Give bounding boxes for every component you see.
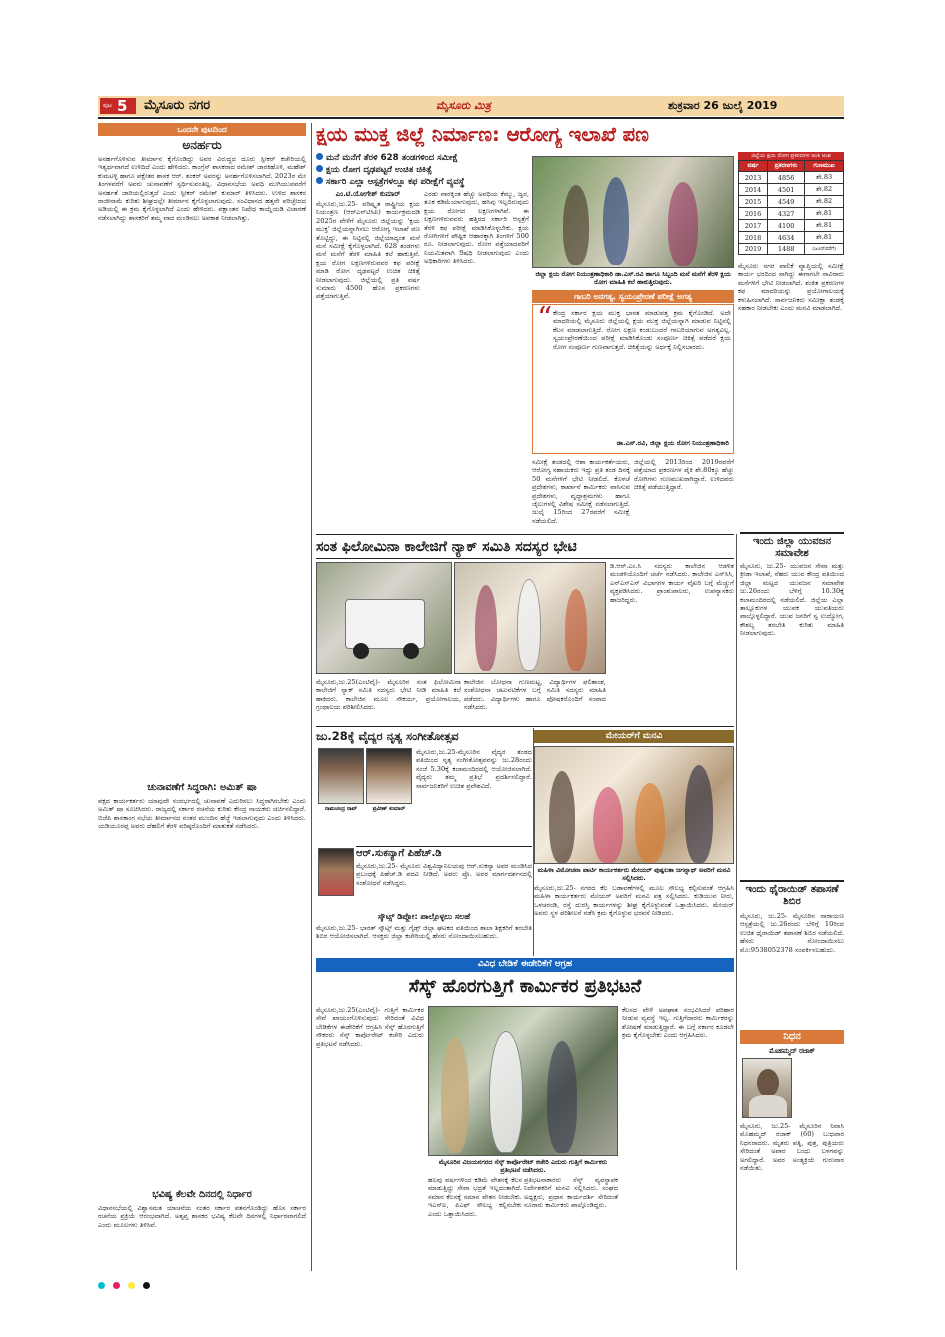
paper-name: ಮೈಸೂರು ಮಿತ್ರ xyxy=(436,99,491,112)
black-mark-icon xyxy=(143,1282,150,1289)
photo-person xyxy=(441,1037,469,1153)
thyroid-body: ಮೈಸೂರು, ಜು.25- ಮೈಸೂರಿನ ನಾರಾಯಣ ಆಸ್ಪತ್ರೆಯಲ್ಲಿ ಜು.26ರಂದು ಬೆಳಿಗ್ಗೆ 10ರಿಂದ ಉಚಿತ ಥೈರಾಯಿಡ್ ತಪಾಸಣೆ ಶಿಬಿರ ನಡೆಯಲಿದೆ. ಹೆಸರು ನೋಂದಾಯಿಸಲು ಮೊ:9538052378 ಸಂಪರ್ಕಿಸಬಹುದು. xyxy=(740,912,844,954)
table-row: 2013 4856 ಶೇ.83 xyxy=(739,172,844,184)
mayor-headline: ಮೇಯರ್‌ಗೆ ಮನವಿ xyxy=(534,730,734,743)
cesc-kicker: ವಿವಿಧ ಬೇಡಿಕೆ ಈಡೇರಿಕೆಗೆ ಆಗ್ರಹ xyxy=(316,958,734,972)
music-name-2: ಪ್ರವೀಣ್ ಕುಮಾರ್ xyxy=(372,806,406,812)
obituary-body: ಮೈಸೂರು, ಜು.25- ಮೈಸೂರಿನ ನಿವಾಸಿ ಮೊಹಮ್ಮದ್ ರಜಾಕ್ (60) ಬುಧವಾರ ನಿಧನರಾದರು. ಮೃತರು ಪತ್ನಿ, ಪುತ್ರ, ಪುತ್ರಿಯರು ಸೇರಿದಂತೆ ಅಪಾರ ಬಂಧು ಬಳಗವನ್ನು ಅಗಲಿದ್ದಾರೆ. ಅವರ ಅಂತ್ಯಕ್ರಿಯೆ ಗುರುವಾರ ನಡೆಯಿತು. xyxy=(740,1122,844,1173)
naac-body-c: ಡಿ.ಆರ್.ಎಂ.ಸಿ ಸದಸ್ಯರು ಕಾಲೇಜಿನ ಆಡಳಿತ ಮಂಡಳಿಯೊಂದಿಗೆ ಚರ್ಚೆ ನಡೆಸಿದರು. ಕಾಲೇಜಿನ ಎನ್‌ಸಿಸಿ, ಎನ್‌ಎಸ್‌ಎಸ್ ವಿಭಾಗಗಳ ಕಾರ್ಯ ವೈಖರಿ ಬಗ್ಗೆ ಮೆಚ್ಚುಗೆ ವ್ಯಕ್ತಪಡಿಸಿದರು. ಪ್ರಾಂಶುಪಾಲರು, ಉಪನ್ಯಾಸಕರು ಹಾಜರಿದ್ದರು. xyxy=(610,562,734,604)
quote-header: ಗಾಬರಿ ಅನಗತ್ಯ, ಸ್ವಯಂಪ್ರೇರಣೆ ಪರೀಕ್ಷೆ ಅಗತ್ಯ xyxy=(532,290,734,303)
jeep-wheel xyxy=(353,643,369,659)
left-subhead: ಚುನಾವಣೆಗೆ ಸಿದ್ಧರಾಗಿ: ಅಮಿತ್ ಷಾ xyxy=(147,782,257,793)
jeep-vehicle xyxy=(345,599,425,649)
col-divider-right xyxy=(736,534,737,724)
lead-bullets xyxy=(316,152,530,188)
masthead-rule xyxy=(98,117,844,119)
photo-person xyxy=(593,787,623,863)
scouts-subhead: ಸ್ಕೌಟ್ಸ್ ಡಿಪ್ಲೋ: ಪಾಲ್ಗೊಳ್ಳಲು ಸಲಹೆ xyxy=(377,912,471,921)
convention-body: ಮೈಸೂರು, ಜು.25- ಯುವಜನ ಸೇವಾ ಮತ್ತು ಕ್ರೀಡಾ ಇಲಾಖೆ, ನೆಹರು ಯುವ ಕೇಂದ್ರ ವತಿಯಿಂದ ಜಿಲ್ಲಾ ಮಟ್ಟದ ಯುವಜನ ಸಮಾವೇಶ ಜು.26ರಂದು ಬೆಳಿಗ್ಗೆ 10.30ಕ್ಕೆ ಕಲಾಮಂದಿರದಲ್ಲಿ ನಡೆಯಲಿದೆ. ಜಿಲ್ಲೆಯ ಎಲ್ಲಾ ತಾಲ್ಲೂಕುಗಳ ಯುವಕ ಯುವತಿಯರು ಪಾಲ್ಗೊಳ್ಳಲಿದ್ದಾರೆ. ಯುವ ಜನರಿಗೆ ಸ್ವ ಉದ್ಯೋಗ, ಕೌಶಲ್ಯ ತರಬೇತಿ ಕುರಿತು ಮಾಹಿತಿ ನೀಡಲಾಗುವುದು. xyxy=(740,562,844,638)
portrait-body xyxy=(749,1095,787,1118)
lead-body-d: ಜಿಲ್ಲೆಯಲ್ಲಿ 2013ರಿಂದ 2019ರವರೆಗೆ ಪತ್ತೆಯಾದ ಪ್ರಕರಣಗಳ ಪೈಕಿ ಶೇ.80ಕ್ಕೂ ಹೆಚ್ಚು ರೋಗಿಗಳು ಗುಣಮುಖರಾಗಿದ್ದಾರೆ. ಉಳಿದವರು ಚಿಕಿತ್ಸೆ ಪಡೆಯುತ್ತಿದ್ದಾರೆ. xyxy=(634,458,734,492)
obituary-head: ನಿಧನ xyxy=(740,1030,844,1044)
cesc-body-d: ಕೆಲಸದ ವೇಳೆ ಅಪಘಾತ ಸಂಭವಿಸಿದರೆ ಪರಿಹಾರ ನೀಡುವ ವ್ಯವಸ್ಥೆ ಇಲ್ಲ. ಗುತ್ತಿಗೆದಾರರು ಕಾರ್ಮಿಕರನ್ನು ಶೋಷಣೆ ಮಾಡುತ್ತಿದ್ದಾರೆ. ಈ ಬಗ್ಗೆ ಸರ್ಕಾರ ಕೂಡಲೇ ಕ್ರಮ ಕೈಗೊಳ್ಳಬೇಕು ಎಂದು ಆಗ್ರಹಿಸಿದರು. xyxy=(622,1006,734,1040)
music-body: ಮೈಸೂರು,ಜು.25-ಮೈಸೂರಿನ ವೈದ್ಯರ ತಂಡದ ವತಿಯಿಂದ ನೃತ್ಯ ಸಂಗೀತೋತ್ಸವವನ್ನು ಜು.28ರಂದು ಸಂಜೆ 5.30ಕ್ಕೆ ಕಲಾಮಂದಿರದಲ್ಲಿ ಆಯೋಜಿಸಲಾಗಿದೆ. ವೈದ್ಯರು ತಮ್ಮ ಪ್ರತಿಭೆ ಪ್ರದರ್ಶಿಸಲಿದ್ದಾರೆ. ಸಾರ್ವಜನಿಕರಿಗೆ ಉಚಿತ ಪ್ರವೇಶವಿದೆ. xyxy=(416,748,532,790)
bullet-dot-icon xyxy=(316,153,323,160)
photo-person xyxy=(685,765,713,863)
phd-photo xyxy=(318,848,354,896)
section-rule-1 xyxy=(316,534,734,535)
photo-person xyxy=(668,182,698,266)
section-name: ಮೈಸೂರು ನಗರ xyxy=(144,98,211,113)
jeep-wheel xyxy=(403,643,419,659)
obituary-name: ಮೊಹಮ್ಮದ್ ರಜಾಕ್ xyxy=(769,1047,815,1055)
cesc-photo xyxy=(428,1006,618,1156)
photo-person xyxy=(563,185,589,265)
quote-author: ಡಾ.ಎಸ್.ರವಿ, ಜಿಲ್ಲಾ ಕ್ಷಯ ರೋಗ ನಿಯಂತ್ರಣಾಧಿಕಾರಿ xyxy=(616,439,729,447)
left-body-2: ಪಕ್ಷದ ಕಾರ್ಯಕರ್ತರು ಯಾವುದೇ ಸಂದರ್ಭದಲ್ಲಿ ಚುನಾವಣೆ ಎದುರಿಸಲು ಸಿದ್ಧರಾಗಿರಬೇಕು ಎಂದು ಅಮಿತ್ ಷಾ ಸೂಚಿಸಿದರು. ರಾಜ್ಯದಲ್ಲಿ ಸರ್ಕಾರ ರಚನೆಯ ಕುರಿತು ಕೇಂದ್ರ ನಾಯಕರು ಚರ್ಚಿಸಲಿದ್ದಾರೆ. ಬಿಜೆಪಿ ಶಾಸಕಾಂಗ ಸಭೆಯ ತೀರ್ಮಾನದ ನಂತರ ಮುಂದಿನ ಹೆಜ್ಜೆ ಇಡಲಾಗುವುದು ಎಂದು ತಿಳಿಸಿದರು. ಯಡಿಯೂರಪ್ಪ ಅವರು ದೆಹಲಿಗೆ ತೆರಳಿ ವರಿಷ್ಠರೊಂದಿಗೆ ಮಾತುಕತೆ ನಡೆಸಿದರು. xyxy=(98,797,306,831)
section-rule-2 xyxy=(316,726,734,727)
lead-bullet-1: ಮನೆ ಮನೆಗೆ ತೆರಳಿ 628 ತಂಡಗಳಿಂದ ಸಮೀಕ್ಷೆ xyxy=(316,152,530,164)
table-header: ವರ್ಷ xyxy=(739,161,768,172)
obituary-photo xyxy=(742,1058,792,1118)
photo-person xyxy=(565,589,587,671)
left-subhead-2: ಭವಿಷ್ಯ ಕೆಲವೇ ದಿನದಲ್ಲಿ ನಿರ್ಧಾರ xyxy=(152,1189,252,1200)
quote-mark-icon: “ xyxy=(537,301,553,336)
table-row: 2018 4634 ಶೇ.81 xyxy=(739,232,844,244)
table-row: 2017 4100 ಶೇ.81 xyxy=(739,220,844,232)
naac-body-a: ಮೈಸೂರು,ಜು.25(ಎಂಟಿವೈ)- ಮೈಸೂರಿನ ಸಂತ ಫಿಲೋಮಿನಾ ಕಾಲೇಜಿಗೆ ನ್ಯಾಕ್ ಸಮಿತಿ ಸದಸ್ಯರು ಭೇಟಿ ನೀಡಿ ಮಾಹಿತಿ ಕಲೆ ಹಾಕಿದರು. ಕಾಲೇಜಿನ ಮೂಲ ಸೌಕರ್ಯ, ಪ್ರಯೋಗಾಲಯ, ಗ್ರಂಥಾಲಯ ಪರಿಶೀಲಿಸಿದರು. xyxy=(316,678,461,712)
cesc-body-c: ಪ್ರತಿಭಟನಾಕಾರರು ಸೆಸ್ಕ್ ವ್ಯವಸ್ಥಾಪಕ ನಿರ್ದೇಶಕರಿಗೆ ಮನವಿ ಸಲ್ಲಿಸಿದರು. ಸಂಘದ ಅಧ್ಯಕ್ಷರು, ಪ್ರಧಾನ ಕಾರ್ಯದರ್ಶಿ ಸೇರಿದಂತೆ ನೂರಾರು ಕಾರ್ಮಿಕರು ಪಾಲ್ಗೊಂಡಿದ್ದರು. xyxy=(524,1176,618,1210)
naac-photo-1 xyxy=(316,562,452,674)
mayor-photo-caption: ಮಹಿಳಾ ವಿಮೋಚನಾ ಪಾರ್ಟಿ ಕಾರ್ಯಕರ್ತರು ಮೇಯರ್ ಪುಷ್ಪಲತಾ ಜಗನ್ನಾಥ್ ಅವರಿಗೆ ಮನವಿ ಸಲ್ಲಿಸಿದರು. xyxy=(537,866,731,882)
photo-person xyxy=(517,579,541,671)
page-label: ಪುಟ xyxy=(103,102,112,109)
left-body-3: ವಿಧಾನಸಭೆಯಲ್ಲಿ ವಿಶ್ವಾಸಮತ ಯಾಚನೆಯ ನಂತರ ಸರ್ಕಾರ ಪತನಗೊಂಡಿದ್ದು ಹೊಸ ಸರ್ಕಾರ ರಚನೆಯ ಪ್ರಕ್ರಿಯೆ ಆರಂಭವಾಗಿದೆ. ಅತೃಪ್ತ ಶಾಸಕರ ಭವಿಷ್ಯ ಕೆಲವೇ ದಿನಗಳಲ್ಲಿ ನಿರ್ಧಾರವಾಗಲಿದೆ ಎಂದು ಮೂಲಗಳು ತಿಳಿಸಿವೆ. xyxy=(98,1204,306,1229)
photo-person xyxy=(475,585,497,671)
issue-date: ಶುಕ್ರವಾರ 26 ಜುಲೈ 2019 xyxy=(668,99,778,112)
tb-table-title: ಜಿಲ್ಲೆಯ ಕ್ಷಯ ರೋಗ ಪ್ರಕರಣಗಳ ಅಂಕಿ ಅಂಶ xyxy=(738,152,844,160)
col-divider-1 xyxy=(311,123,312,1271)
tb-stats-table xyxy=(738,160,844,255)
cesc-headline: ಸೆಸ್ಕ್ ಹೊರಗುತ್ತಿಗೆ ಕಾರ್ಮಿಕರ ಪ್ರತಿಭಟನೆ xyxy=(408,976,642,997)
naac-headline: ಸಂತ ಫಿಲೋಮಿನಾ ಕಾಲೇಜಿಗೆ ನ್ಯಾಕ್ ಸಮಿತಿ ಸದಸ್ಯರ ಭೇಟಿ xyxy=(316,536,734,559)
cesc-body-a: ಮೈಸೂರು,ಜು.25(ಎಂಟಿವೈ)- ಗುತ್ತಿಗೆ ಕಾರ್ಮಿಕರ ಸೇವೆ ಖಾಯಂಗೊಳಿಸುವುದು ಸೇರಿದಂತೆ ವಿವಿಧ ಬೇಡಿಕೆಗಳ ಈಡೇರಿಕೆಗೆ ಆಗ್ರಹಿಸಿ ಸೆಸ್ಕ್ ಹೊರಗುತ್ತಿಗೆ ನೌಕರರು ಸೆಸ್ಕ್ ಕಾರ್ಪೊರೇಟ್ ಕಚೇರಿ ಎದುರು ಪ್ರತಿಭಟನೆ ನಡೆಸಿದರು. xyxy=(316,1006,424,1048)
scouts-body: ಮೈಸೂರು,ಜು.25- ಭಾರತ್ ಸ್ಕೌಟ್ಸ್ ಮತ್ತು ಗೈಡ್ಸ್ ಜಿಲ್ಲಾ ಘಟಕದ ವತಿಯಿಂದ ಶಾಲಾ ಶಿಕ್ಷಕರಿಗೆ ತರಬೇತಿ ಶಿಬಿರ ಆಯೋಜಿಸಲಾಗಿದೆ. ಆಸಕ್ತರು ಜಿಲ್ಲಾ ಕಚೇರಿಯಲ್ಲಿ ಹೆಸರು ನೋಂದಾಯಿಸಬಹುದು. xyxy=(316,924,532,941)
left-headline: ಅನರ್ಹರು xyxy=(182,138,222,152)
table-row: 2014 4501 ಶೇ.82 xyxy=(739,184,844,196)
lead-bullet-3: ಸರ್ಕಾರಿ ಎಲ್ಲಾ ಆಸ್ಪತ್ರೆಗಳಲ್ಲೂ ಕಫ ಪರೀಕ್ಷೆಗೆ ವ್ಯವಸ್ಥೆ xyxy=(316,176,530,188)
lead-photo-caption: ಜಿಲ್ಲಾ ಕ್ಷಯ ರೋಗ ನಿಯಂತ್ರಣಾಧಿಕಾರಿ ಡಾ.ಎಸ್.ರವಿ ಹಾಗೂ ಸಿಬ್ಬಂದಿ ಮನೆ ಮನೆಗೆ ತೆರಳಿ ಕ್ಷಯ ರೋಗ ಮಾಹಿತಿ ಕಲೆ ಹಾಕುತ್ತಿರುವುದು. xyxy=(535,270,731,286)
bullet-dot-icon xyxy=(316,165,323,172)
lead-body-b: ಎರಡು ವಾರಕ್ಕಿಂತ ಹೆಚ್ಚು ಅವಧಿಯ ಕೆಮ್ಮು, ಜ್ವರ, ತೂಕ ಕಡಿಮೆಯಾಗುವುದು, ಹಸಿವು ಇಲ್ಲದಿರುವುದು ಕ್ಷಯ ರೋಗದ ಲಕ್ಷಣಗಳಾಗಿವೆ. ಈ ಲಕ್ಷಣಗಳಿರುವವರು ಹತ್ತಿರದ ಸರ್ಕಾರಿ ಆಸ್ಪತ್ರೆಗೆ ತೆರಳಿ ಕಫ ಪರೀಕ್ಷೆ ಮಾಡಿಸಿಕೊಳ್ಳಬೇಕು. ಕ್ಷಯ ರೋಗಿಗಳಿಗೆ ಪೌಷ್ಟಿಕ ಆಹಾರಕ್ಕಾಗಿ ತಿಂಗಳಿಗೆ 500 ರೂ. ನೀಡಲಾಗುವುದು. ರೋಗ ಪತ್ತೆಯಾದವರಿಗೆ ನಿಯಮಿತವಾಗಿ ಔಷಧಿ ನೀಡಲಾಗುವುದು ಎಂದು ಅಧಿಕಾರಿಗಳು ತಿಳಿಸಿದರು. xyxy=(424,190,529,266)
registration-marks xyxy=(98,1274,844,1284)
table-header: ಪ್ರಕರಣಗಳು xyxy=(767,161,804,172)
lead-byline: ಎಂ.ಟಿ.ಯೋಗೇಶ್ ಕುಮಾರ್ xyxy=(335,190,401,198)
convention-headline: ಇಂದು ಜಿಲ್ಲಾ ಯುವಜನ ಸಮಾವೇಶ xyxy=(740,532,844,560)
right-col-body: ಮೈಸೂರು ನಗರ ಪಾಲಿಕೆ ವ್ಯಾಪ್ತಿಯಲ್ಲಿ ಸಮೀಕ್ಷೆ ಕಾರ್ಯ ಭರದಿಂದ ಸಾಗಿದ್ದು ಈಗಾಗಲೇ ಸಾವಿರಾರು ಮನೆಗಳಿಗೆ ಭೇಟಿ ನೀಡಲಾಗಿದೆ. ಶಂಕಿತ ಪ್ರಕರಣಗಳ ಕಫ ಮಾದರಿಯನ್ನು ಪ್ರಯೋಗಾಲಯಕ್ಕೆ ಕಳುಹಿಸಲಾಗಿದೆ. ಸಾರ್ವಜನಿಕರು ಸಮೀಕ್ಷಾ ತಂಡಕ್ಕೆ ಸಹಕಾರ ನೀಡಬೇಕು ಎಂದು ಮನವಿ ಮಾಡಲಾಗಿದೆ. xyxy=(738,262,844,313)
lead-body-a: ಮೈಸೂರು,ಜು.25- ಪರಿಷ್ಕೃತ ರಾಷ್ಟ್ರೀಯ ಕ್ಷಯ ನಿಯಂತ್ರಣ (ಆರ್‌ಎನ್‌ಟಿಸಿಪಿ) ಕಾರ್ಯಕ್ರಮದಡಿ 2025ರ ವೇಳೆಗೆ ಮೈಸೂರು ಜಿಲ್ಲೆಯನ್ನು 'ಕ್ಷಯ ಮುಕ್ತ' ಜಿಲ್ಲೆಯನ್ನಾಗಿಸಲು ಆರೋಗ್ಯ ಇಲಾಖೆ ಪಣ ತೊಟ್ಟಿದ್ದು, ಈ ನಿಟ್ಟಿನಲ್ಲಿ ಜಿಲ್ಲೆಯಾದ್ಯಂತ ಮನೆ ಮನೆ ಸಮೀಕ್ಷೆ ಕೈಗೊಳ್ಳಲಾಗಿದೆ. 628 ತಂಡಗಳು ಮನೆ ಮನೆಗೆ ತೆರಳಿ ಮಾಹಿತಿ ಕಲೆ ಹಾಕುತ್ತಿವೆ. ಕ್ಷಯ ರೋಗ ಲಕ್ಷಣಗಳಿರುವವರ ಕಫ ಪರೀಕ್ಷೆ ಮಾಡಿ ರೋಗ ದೃಢಪಟ್ಟರೆ ಉಚಿತ ಚಿಕಿತ್ಸೆ ನೀಡಲಾಗುವುದು. ಜಿಲ್ಲೆಯಲ್ಲಿ ಪ್ರತಿ ವರ್ಷ ಸುಮಾರು 4500 ಹೊಸ ಪ್ರಕರಣಗಳು ಪತ್ತೆಯಾಗುತ್ತಿವೆ. xyxy=(316,200,420,301)
lead-photo xyxy=(532,156,734,268)
left-kicker: ಒಂದನೇ ಪುಟದಿಂದ xyxy=(98,123,306,136)
photo-person xyxy=(635,783,665,863)
phd-body: ಮೈಸೂರು,ಜು.25- ಮೈಸೂರು ವಿಶ್ವವಿದ್ಯಾನಿಲಯವು ಆರ್.ಸುಕನ್ಯಾ ಅವರ ಮಂಡಿಸಿದ ಪ್ರಬಂಧಕ್ಕೆ ಪಿಹೆಚ್.ಡಿ ಪದವಿ ನೀಡಿದೆ. ಅವರು ಪ್ರೊ. ಅವರ ಮಾರ್ಗದರ್ಶನದಲ್ಲಿ ಸಂಶೋಧನೆ ನಡೆಸಿದ್ದರು. xyxy=(356,862,532,887)
photo-person xyxy=(549,771,575,863)
lead-bullet-2: ಕ್ಷಯ ರೋಗ ದೃಢಪಟ್ಟರೆ ಉಚಿತ ಚಿಕಿತ್ಸೆ xyxy=(316,164,530,176)
table-row: 2016 4327 ಶೇ.81 xyxy=(739,208,844,220)
table-row: 2019 1488 (ಜೂನ್‌ವರೆಗೆ) xyxy=(739,244,844,255)
page-number-box xyxy=(100,98,136,114)
cesc-body-b: ಹಲವು ವರ್ಷಗಳಿಂದ ಕಡಿಮೆ ವೇತನಕ್ಕೆ ಕೆಲಸ ಮಾಡುತ್ತಿದ್ದು ಸೇವಾ ಭದ್ರತೆ ಇಲ್ಲದಂತಾಗಿದೆ. ಸಮಾನ ಕೆಲಸಕ್ಕೆ ಸಮಾನ ವೇತನ ನೀಡಬೇಕು. ಇಎಸ್‌ಐ, ಪಿಎಫ್ ಸೌಲಭ್ಯ ಕಲ್ಪಿಸಬೇಕು ಎಂದು ಒತ್ತಾಯಿಸಿದರು. xyxy=(428,1176,522,1218)
masthead xyxy=(98,96,844,116)
lead-body-c: ಸಮೀಕ್ಷೆ ತಂಡದಲ್ಲಿ ಆಶಾ ಕಾರ್ಯಕರ್ತೆಯರು, ಆರೋಗ್ಯ ಸಹಾಯಕರು ಇದ್ದು ಪ್ರತಿ ತಂಡ ದಿನಕ್ಕೆ 50 ಮನೆಗಳಿಗೆ ಭೇಟಿ ನೀಡಲಿದೆ. ಕೊಳಚೆ ಪ್ರದೇಶಗಳು, ಕಾರ್ಖಾನೆ ಕಾರ್ಮಿಕರು ವಾಸಿಸುವ ಪ್ರದೇಶಗಳು, ವೃದ್ಧಾಶ್ರಮಗಳು ಹಾಗೂ ಜೈಲುಗಳಲ್ಲಿ ವಿಶೇಷ ಸಮೀಕ್ಷೆ ನಡೆಸಲಾಗುತ್ತಿದೆ. ಜುಲೈ 15ರಿಂದ 27ರವರೆಗೆ ಸಮೀಕ್ಷೆ ನಡೆಯಲಿದೆ. xyxy=(532,458,630,525)
tb-stats-box xyxy=(738,152,844,258)
table-header: ಗುಣಮುಖ xyxy=(805,161,844,172)
music-photo-2 xyxy=(366,748,412,804)
bullet-dot-icon xyxy=(316,177,323,184)
cyan-mark-icon xyxy=(98,1282,105,1289)
left-body-1: ಅನರ್ಹಗೊಳಿಸುವ ತೀರ್ಮಾನ ಕೈಗೊಂಡಿದ್ದು ಅವರ ವಿರುದ್ಧದ ದೂರು ಸ್ಪೀಕರ್ ಕಚೇರಿಯಲ್ಲಿ ಇತ್ಯರ್ಥವಾಗದೆ ಉಳಿದಿದೆ ಎಂದು ಹೇಳಿದರು. ಕಾಂಗ್ರೆಸ್ ಶಾಸಕರಾದ ರಮೇಶ್ ಜಾರಕಿಹೊಳಿ, ಮಹೇಶ್ ಕುಮಟಳ್ಳಿ ಹಾಗೂ ಪಕ್ಷೇತರ ಶಾಸಕ ಆರ್. ಶಂಕರ್ ಅವರನ್ನು ಅನರ್ಹಗೊಳಿಸಲಾಗಿದೆ. 2023ರ ಮೇ ತಿಂಗಳವರೆಗೆ ಅವರು ಚುನಾವಣೆಗೆ ಸ್ಪರ್ಧಿಸುವಂತಿಲ್ಲ. ವಿಧಾನಸಭೆಯ ಅವಧಿ ಮುಗಿಯುವವರೆಗೆ ಅನರ್ಹತೆ ಜಾರಿಯಲ್ಲಿರುತ್ತದೆ ಎಂದು ಸ್ಪೀಕರ್ ರಮೇಶ್ ಕುಮಾರ್ ತಿಳಿಸಿದರು. ಉಳಿದ ಶಾಸಕರ ರಾಜೀನಾಮೆ ಕುರಿತು ಶೀಘ್ರದಲ್ಲೇ ತೀರ್ಮಾನ ಕೈಗೊಳ್ಳಲಾಗುವುದು. ಸಂವಿಧಾನದ ಹತ್ತನೇ ಪರಿಚ್ಛೇದದ ಅಡಿಯಲ್ಲಿ ಈ ಕ್ರಮ ಕೈಗೊಳ್ಳಲಾಗಿದೆ ಎಂದು ಹೇಳಿದರು. ಪಕ್ಷಾಂತರ ನಿಷೇಧ ಕಾಯ್ದೆಯಡಿ ವಿಚಾರಣೆ ನಡೆಸಲಾಗಿದ್ದು ಶಾಸಕರಿಗೆ ತಮ್ಮ ವಾದ ಮಂಡಿಸಲು ಅವಕಾಶ ನೀಡಲಾಗಿತ್ತು. xyxy=(98,155,306,222)
naac-body-b: ಕಾಲೇಜಿನ ಬೋಧನಾ ಗುಣಮಟ್ಟ, ವಿದ್ಯಾರ್ಥಿಗಳ ಫಲಿತಾಂಶ, ಸಂಶೋಧನಾ ಚಟುವಟಿಕೆಗಳ ಬಗ್ಗೆ ಸಮಿತಿ ಸದಸ್ಯರು ಮಾಹಿತಿ ಪಡೆದರು. ವಿದ್ಯಾರ್ಥಿಗಳು ಹಾಗೂ ಪೋಷಕರೊಂದಿಗೆ ಸಂವಾದ ನಡೆಸಿದರು. xyxy=(464,678,606,712)
yellow-mark-icon xyxy=(128,1282,135,1289)
photo-person xyxy=(603,177,629,265)
magenta-mark-icon xyxy=(113,1282,120,1289)
mayor-photo xyxy=(534,746,734,864)
mayor-body: ಮೈಸೂರು,ಜು.25- ನಗರದ ಕೆಲ ಬಡಾವಣೆಗಳಲ್ಲಿ ಮೂಲ ಸೌಲಭ್ಯ ಕಲ್ಪಿಸುವಂತೆ ಆಗ್ರಹಿಸಿ ಮಹಿಳಾ ಕಾರ್ಯಕರ್ತರು ಮೇಯರ್ ಅವರಿಗೆ ಮನವಿ ಪತ್ರ ಸಲ್ಲಿಸಿದರು. ಕುಡಿಯುವ ನೀರು, ಒಳಚರಂಡಿ, ರಸ್ತೆ ದುರಸ್ತಿ ಕಾರ್ಯಗಳನ್ನು ಶೀಘ್ರ ಕೈಗೊಳ್ಳುವಂತೆ ಒತ್ತಾಯಿಸಿದರು. ಮೇಯರ್ ಅವರು ಸ್ಥಳ ಪರಿಶೀಲನೆ ನಡೆಸಿ ಕ್ರಮ ಕೈಗೊಳ್ಳುವ ಭರವಸೆ ನೀಡಿದರು. xyxy=(534,884,734,918)
cesc-photo-caption: ಮೈಸೂರಿನ ವಿಜಯನಗರದ ಸೆಸ್ಕ್ ಕಾರ್ಪೊರೇಟ್ ಕಚೇರಿ ಎದುರು ಗುತ್ತಿಗೆ ಕಾರ್ಮಿಕರು ಪ್ರತಿಭಟನೆ ನಡೆಸಿದರು. xyxy=(438,1158,608,1174)
col-divider-right-2 xyxy=(736,724,737,1270)
table-row: 2015 4549 ಶೇ.82 xyxy=(739,196,844,208)
photo-person xyxy=(547,1041,577,1153)
music-photo-1 xyxy=(318,748,364,804)
music-name-1: ರಾಮಚಂದ್ರ ರಾವ್ xyxy=(324,806,358,812)
lead-headline: ಕ್ಷಯ ಮುಕ್ತ ಜಿಲ್ಲೆ ನಿರ್ಮಾಣ: ಆರೋಗ್ಯ ಇಲಾಖೆ ಪಣ xyxy=(316,123,649,146)
portrait-head xyxy=(757,1069,779,1097)
phd-headline: ಆರ್.ಸುಕನ್ಯಾಗೆ ಪಿಹೆಚ್.ಡಿ xyxy=(356,846,532,861)
thyroid-headline: ಇಂದು ಥೈರಾಯಿಡ್ ತಪಾಸಣೆ ಶಿಬಿರ xyxy=(740,880,844,908)
page-number: 5 xyxy=(117,97,128,115)
quote-body: ಕೇಂದ್ರ ಸರ್ಕಾರ ಕ್ಷಯ ಮುಕ್ತ ಭಾರತ ಮಾಡುವತ್ತ ಕ್ರಮ ಕೈಗೊಂಡಿದೆ. ಅದೇ ಮಾದರಿಯಲ್ಲಿ ಮೈಸೂರು ಜಿಲ್ಲೆಯಲ್ಲಿ ಕ್ಷಯ ಮುಕ್ತ ಜಿಲ್ಲೆಯನ್ನಾಗಿ ಮಾಡುವ ನಿಟ್ಟಿನಲ್ಲಿ ಕೆಲಸ ಮಾಡಲಾಗುತ್ತಿದೆ. ರೋಗ ಲಕ್ಷಣ ಕಂಡುಬಂದರೆ ಗಾಬರಿಯಾಗುವ ಅಗತ್ಯವಿಲ್ಲ. ಸ್ವಯಂಪ್ರೇರಣೆಯಿಂದ ಪರೀಕ್ಷೆ ಮಾಡಿಸಿಕೊಂಡು ಸಂಪೂರ್ಣ ಚಿಕಿತ್ಸೆ ಪಡೆದರೆ ಕ್ಷಯ ರೋಗ ಸಂಪೂರ್ಣ ಗುಣವಾಗುತ್ತದೆ. ಚಿಕಿತ್ಸೆಯನ್ನು ಅರ್ಧಕ್ಕೆ ನಿಲ್ಲಿಸಬಾರದು. xyxy=(553,309,731,351)
col-divider-mid xyxy=(533,728,534,956)
music-headline: ಜು.28ಕ್ಕೆ ವೈದ್ಯರ ನೃತ್ಯ ಸಂಗೀತೋತ್ಸವ xyxy=(316,729,459,743)
naac-photo-2 xyxy=(454,562,606,674)
photo-person xyxy=(489,1031,523,1153)
quote-box xyxy=(532,301,734,454)
